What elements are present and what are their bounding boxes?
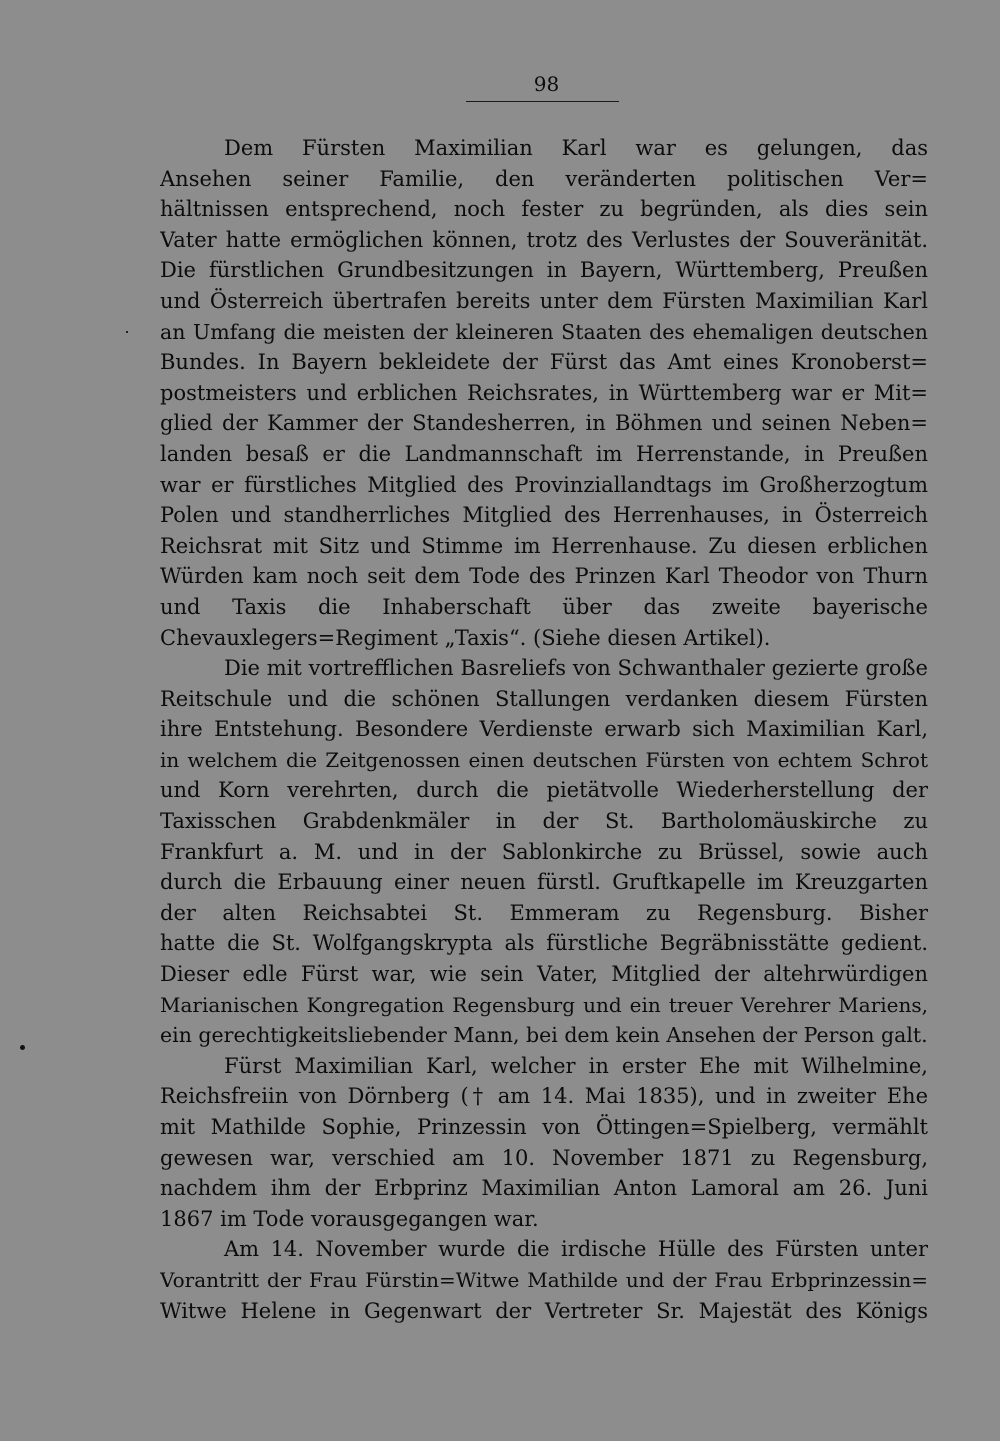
text-line: und Korn verehrten, durch die pietätvolle Wiederherstellung der [160,778,928,803]
text-line: Polen und standherrliches Mitglied des Herrenhauses, in Österreich [160,503,928,528]
text-line: Die fürstlichen Grundbesitzungen in Bayern, Württemberg, Preußen [160,258,928,283]
text-line: in welchem die Zeitgenossen einen deutschen Fürsten von echtem Schrot [160,747,928,772]
body-text [160,133,928,1326]
margin-speck [20,1045,25,1050]
text-line: und Taxis die Inhaberschaft über das zweite bayerische [160,594,928,619]
text-line: Reichsrat mit Sitz und Stimme im Herrenhause. Zu diesen erblichen [160,533,928,558]
text-line: Fürst Maximilian Karl, welcher in erster Ehe mit Wilhelmine, [224,1053,928,1078]
text-line: Ansehen seiner Familie, den veränderten politischen Ver= [160,166,928,191]
text-line: Frankfurt a. M. und in der Sablonkirche zu Brüssel, sowie auch [160,839,928,864]
text-line: an Umfang die meisten der kleineren Staaten des ehemaligen deutschen [160,319,928,344]
text-line: der alten Reichsabtei St. Emmeram zu Regensburg. Bisher [160,900,928,925]
text-line: Dem Fürsten Maximilian Karl war es gelungen, das [224,136,928,160]
text-line: und Österreich übertrafen bereits unter dem Fürsten Maximilian Karl [160,288,928,313]
text-line: Würden kam noch seit dem Tode des Prinzen Karl Theodor von Thurn [160,564,928,589]
text-line: nachdem ihm der Erbprinz Maximilian Anton Lamoral am 26. Juni [160,1176,928,1201]
text-line: postmeisters und erblichen Reichsrates, in Württemberg war er Mit= [160,380,928,405]
text-line: glied der Kammer der Standesherren, in Böhmen und seinen Neben= [160,411,928,436]
text-line: Die mit vortrefflichen Basreliefs von Schwanthaler gezierte große [224,656,928,681]
text-line: Marianischen Kongregation Regensburg und ein treuer Verehrer Mariens, [160,992,928,1017]
text-line: Am 14. November wurde die irdische Hülle des Fürsten unter [224,1237,928,1262]
text-line: gewesen war, verschied am 10. November 1871 zu Regensburg, [160,1145,928,1170]
text-line: ihre Entstehung. Besondere Verdienste erwarb sich Maximilian Karl, [160,717,928,742]
text-line: Reitschule und die schönen Stallungen verdanken diesem Fürsten [160,686,928,711]
text-line: Witwe Helene in Gegenwart der Vertreter Sr. Majestät des Königs [160,1298,928,1323]
text-line: hatte die St. Wolfgangskrypta als fürstliche Begräbnisstätte gedient. [160,931,928,956]
text-line: mit Mathilde Sophie, Prinzessin von Öttingen=Spielberg, vermählt [160,1115,928,1139]
text-line: durch die Erbauung einer neuen fürstl. Gruftkapelle im Kreuzgarten [160,870,928,895]
text-line: Dieser edle Fürst war, wie sein Vater, Mitglied der altehrwürdigen [160,962,928,987]
text-line: war er fürstliches Mitglied des Provinziallandtags im Großherzogtum [160,472,928,497]
text-line: Taxisschen Grabdenkmäler in der St. Bartholomäuskirche zu [160,809,928,834]
text-line: 1867 im Tode vorausgegangen war. [160,1206,539,1231]
text-line: ein gerechtigkeitsliebender Mann, bei dem kein Ansehen der Person galt. [160,1023,928,1048]
header-rule [466,101,619,102]
text-line: landen besaß er die Landmannschaft im Herrenstande, in Preußen [160,441,928,466]
page-number: 98 [533,72,560,96]
text-line: Bundes. In Bayern bekleidete der Fürst das Amt eines Kronoberst= [160,350,928,375]
text-line: hältnissen entsprechend, noch fester zu begründen, als dies sein [160,197,928,222]
text-line: Vater hatte ermöglichen können, trotz des Verlustes der Souveränität. [160,227,928,252]
text-line: Vorantritt der Frau Fürstin=Witwe Mathilde und der Frau Erbprinzessin= [160,1267,928,1292]
margin-speck [126,331,128,333]
text-line: Chevauxlegers=Regiment „Taxis“. (Siehe diesen Artikel). [160,625,771,650]
text-line: Reichsfreiin von Dörnberg († am 14. Mai 1835), und in zweiter Ehe [160,1084,928,1109]
